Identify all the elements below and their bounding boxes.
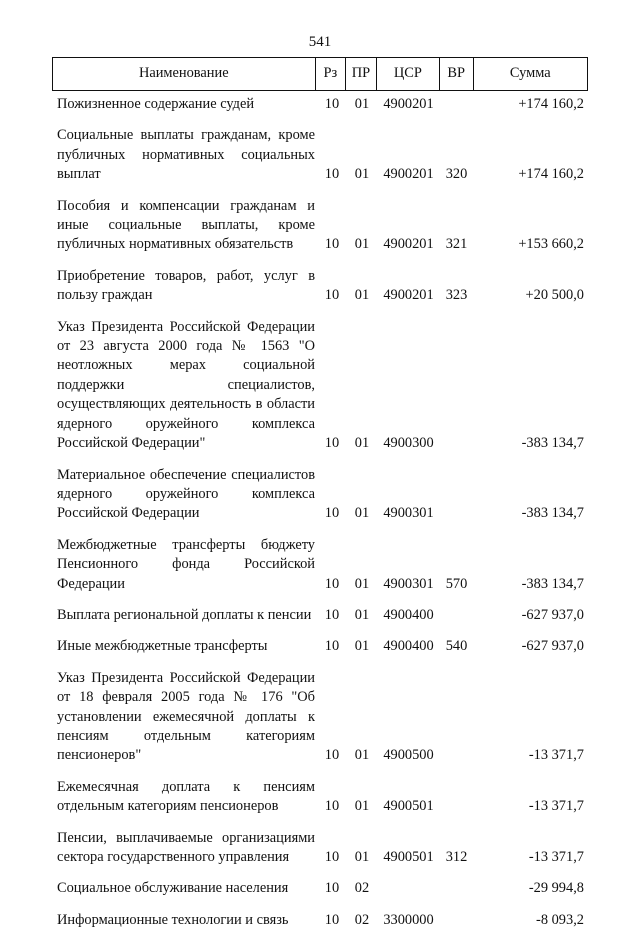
row-csr: 4900301: [383, 505, 434, 522]
row-name: Социальное обслуживание населения: [57, 880, 289, 897]
row-csr: 3300000: [383, 911, 434, 928]
row-sum: -383 134,7: [521, 505, 584, 522]
row-csr: 4900300: [383, 435, 434, 452]
row-sum: +153 660,2: [518, 236, 584, 253]
row-vr: 323: [445, 287, 468, 304]
row-rz: 10: [324, 638, 340, 655]
row-rz: 10: [324, 747, 340, 764]
row-rz: 10: [324, 606, 340, 623]
row-name: Материальное обеспечение специалистов ядерного оружейного комплекса Российской Федерации: [57, 466, 315, 522]
row-pr: 01: [354, 435, 370, 452]
table-row: [52, 669, 588, 766]
row-name: Пенсии, выплачиваемые организациями сектора государственного управления: [57, 829, 315, 865]
row-name: Ежемесячная доплата к пенсиям отдельным категориям пенсионеров: [57, 778, 315, 815]
row-name: Приобретение товаров, работ, услуг в пользу граждан: [57, 267, 315, 304]
row-csr: 4900501: [383, 798, 434, 815]
row-sum: -627 937,0: [521, 606, 584, 623]
row-sum: +20 500,0: [525, 287, 584, 304]
row-rz: 10: [324, 798, 340, 815]
row-name: Иные межбюджетные трансферты: [57, 638, 268, 655]
row-rz: 10: [324, 96, 340, 112]
row-name: Пожизненное содержание судей: [57, 96, 255, 112]
row-csr: 4900500: [383, 747, 434, 764]
row-pr: 02: [354, 880, 370, 897]
row-name: Информационные технологии и связь: [57, 911, 289, 928]
row-vr: 321: [445, 236, 468, 253]
header-name: Наименование: [138, 65, 229, 82]
row-rz: 10: [324, 166, 340, 183]
header-sum: Сумма: [473, 58, 588, 90]
row-rz: 10: [324, 911, 340, 928]
row-vr: 570: [445, 575, 468, 592]
row-pr: 01: [354, 606, 370, 623]
row-sum: +174 160,2: [518, 166, 584, 183]
row-pr: 01: [354, 798, 370, 815]
table-row: [52, 637, 588, 656]
row-pr: 01: [354, 849, 370, 865]
row-rz: 10: [324, 880, 340, 897]
table-header: [52, 57, 588, 91]
budget-table: [52, 57, 588, 942]
row-vr: 320: [445, 166, 468, 183]
row-pr: 01: [354, 96, 370, 112]
table-row: [52, 536, 588, 594]
table-row: [52, 197, 588, 255]
row-name: Межбюджетные трансферты бюджету Пенсионного фонда Российской Федерации: [57, 536, 315, 592]
row-pr: 01: [354, 505, 370, 522]
row-pr: 01: [354, 747, 370, 764]
row-pr: 02: [354, 911, 370, 928]
row-csr: 4900201: [383, 96, 434, 112]
header-pr: ПР: [345, 58, 376, 90]
row-rz: 10: [324, 505, 340, 522]
table-row: [52, 606, 588, 625]
row-pr: 01: [354, 287, 370, 304]
row-name: Пособия и компенсации гражданам и иные социальные выплаты, кроме публичных нормативных обязательств: [57, 197, 315, 253]
row-sum: -13 371,7: [528, 747, 584, 764]
table-row: [52, 318, 588, 454]
header-vr: ВР: [439, 58, 473, 90]
row-sum: -627 937,0: [521, 638, 584, 655]
row-csr: 4900400: [383, 606, 434, 623]
row-pr: 01: [354, 575, 370, 592]
table-row: [52, 267, 588, 306]
row-csr: 4900201: [383, 287, 434, 304]
table-row: [52, 95, 588, 114]
row-vr: 540: [445, 638, 468, 655]
row-sum: -8 093,2: [536, 911, 584, 928]
table-row: [52, 466, 588, 524]
table-row: [52, 778, 588, 817]
row-rz: 10: [324, 575, 340, 592]
row-rz: 10: [324, 435, 340, 452]
row-sum: -383 134,7: [521, 435, 584, 452]
row-name: Социальные выплаты гражданам, кроме публичных нормативных социальных выплат: [57, 127, 315, 183]
row-name: Выплата региональной доплаты к пенсии: [57, 606, 312, 623]
page-number: 541: [308, 34, 332, 50]
row-pr: 01: [354, 638, 370, 655]
header-csr: ЦСР: [376, 58, 439, 90]
row-name: Указ Президента Российской Федерации от 23 августа 2000 года № 1563 "О неотложных мерах социальной поддержки специалистов, осуществляющих деятельность в области ядерного оружейного комплекса Российской Федерации": [57, 318, 315, 452]
row-csr: 4900201: [383, 236, 434, 253]
row-csr: 4900501: [383, 849, 434, 865]
row-vr: 312: [445, 849, 468, 865]
row-pr: 01: [354, 166, 370, 183]
row-rz: 10: [324, 287, 340, 304]
row-pr: 01: [354, 236, 370, 253]
row-sum: -29 994,8: [528, 880, 584, 897]
header-rz: Рз: [315, 58, 346, 90]
row-sum: -383 134,7: [521, 575, 584, 592]
row-csr: 4900201: [383, 166, 434, 183]
row-rz: 10: [324, 849, 340, 865]
row-sum: +174 160,2: [518, 96, 584, 112]
row-sum: -13 371,7: [528, 849, 584, 865]
table-row: [52, 829, 588, 868]
table-body: [52, 95, 588, 930]
row-name: Указ Президента Российской Федерации от 18 февраля 2005 года № 176 "Об установлении ежемесячной доплаты к пенсиям отдельным категориям пенсионеров": [57, 669, 315, 764]
row-csr: 4900400: [383, 638, 434, 655]
row-sum: -13 371,7: [528, 798, 584, 815]
row-csr: 4900301: [383, 575, 434, 592]
table-row: [52, 126, 588, 184]
table-row: [52, 911, 588, 930]
table-row: [52, 879, 588, 898]
row-rz: 10: [324, 236, 340, 253]
